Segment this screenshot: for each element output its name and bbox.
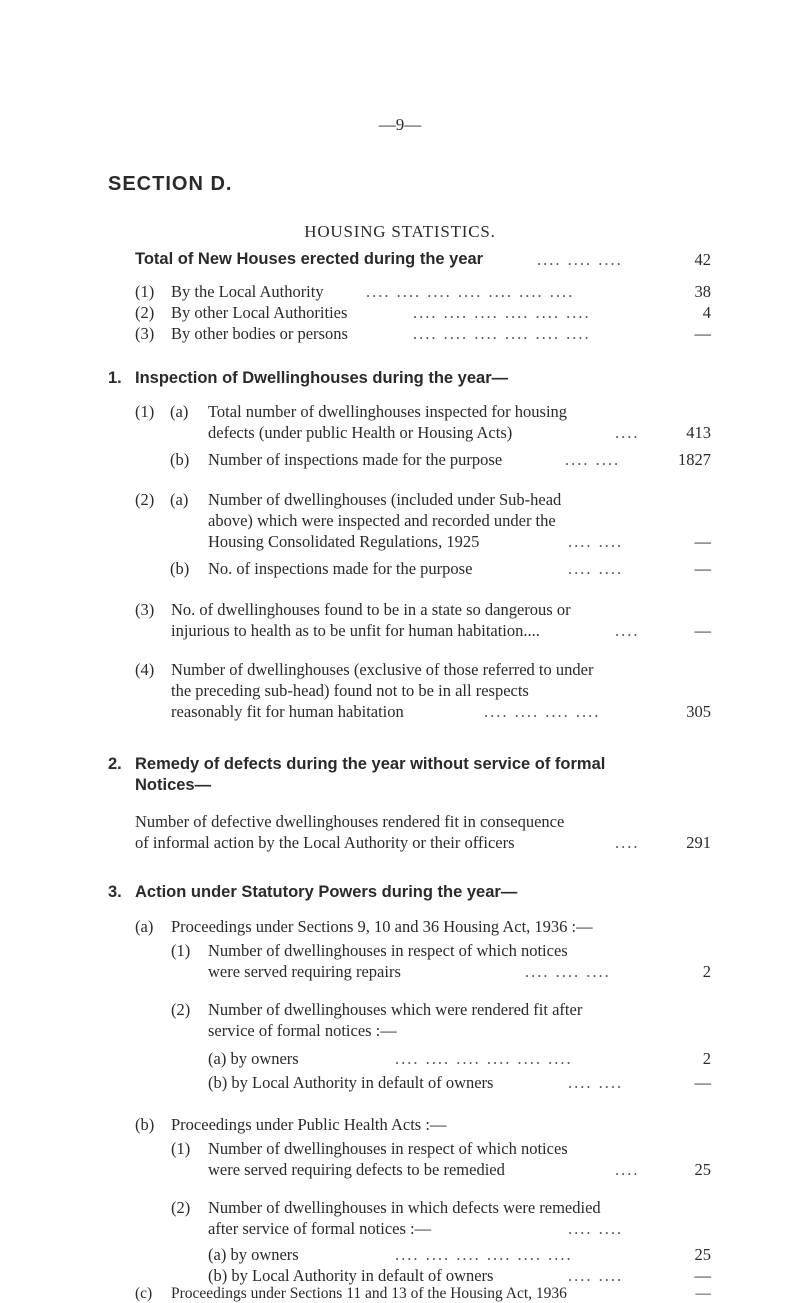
page-number: —9— [378,115,422,134]
leader-dots: .... .... .... .... .... .... [395,1049,573,1068]
item-value: — [694,1266,711,1285]
item-value: 25 [694,1245,711,1264]
list-subindex: (b) [170,450,190,469]
list-index: (1) [135,402,155,421]
item-text: after service of formal notices :— [208,1219,432,1238]
item-text: of informal action by the Local Authority or their officers [135,833,515,852]
item-value: — [695,1285,711,1302]
list-item-value: 4 [702,303,711,322]
list-index: (3) [135,600,155,619]
new-houses-title: Total of New Houses erected during the year [135,250,484,268]
item-text: Number of inspections made for the purpose [208,450,503,469]
new-houses-total: 42 [694,250,711,269]
list-item-value: — [694,324,711,343]
page-heading: HOUSING STATISTICS. [304,222,496,241]
leader-dots: .... .... [568,559,624,578]
list-index: (2) [135,490,155,509]
list-subindex: (b) [170,559,190,578]
item-text: reasonably fit for human habitation [171,702,404,721]
list-index: (2) [135,303,155,322]
list-index: (3) [135,324,155,343]
item-value: — [694,559,711,578]
section-number: 1. [108,369,122,387]
item-text: Number of dwellinghouses in respect of which notices [208,1139,568,1158]
item-text: the preceding sub-head) found not to be in all respects [171,681,529,700]
leader-dots: .... [615,1160,640,1179]
item-text: Proceedings under Sections 11 and 13 of the Housing Act, 1936 [171,1285,567,1302]
item-value: 305 [686,702,711,721]
leader-dots: .... .... .... .... .... .... [413,324,591,343]
leader-dots: .... .... .... .... .... .... [413,303,591,322]
list-item-text: By other bodies or persons [171,324,348,343]
list-index: (1) [135,282,155,301]
list-index: (a) [135,917,154,936]
section-number: 2. [108,755,122,773]
item-text: No. of dwellinghouses found to be in a state so dangerous or [171,600,571,619]
list-item-text: By other Local Authorities [171,303,348,322]
item-text: Proceedings under Sections 9, 10 and 36 Housing Act, 1936 :— [171,917,593,936]
leader-dots: .... .... .... .... .... .... [395,1245,573,1264]
item-text: Housing Consolidated Regulations, 1925 [208,532,480,551]
item-text: (a) by owners [208,1245,299,1264]
item-text: injurious to health as to be unfit for human habitation.... [171,621,540,640]
item-text: Number of dwellinghouses (included under Sub-head [208,490,562,509]
item-text: above) which were inspected and recorded under the [208,511,556,530]
section-1-title: Inspection of Dwellinghouses during the year— [135,369,509,387]
leader-dots: .... .... .... [525,962,611,981]
item-text: were served requiring repairs [208,962,401,981]
item-text: (a) by owners [208,1049,299,1068]
item-text: No. of inspections made for the purpose [208,559,473,578]
leader-dots: .... [615,833,640,852]
list-index: (c) [135,1285,153,1302]
item-text: (b) by Local Authority in default of owners [208,1073,494,1092]
item-text: (b) by Local Authority in default of owners [208,1266,494,1285]
item-value: — [694,532,711,551]
list-subindex: (1) [171,941,191,960]
item-value: 2 [702,1049,711,1068]
section-number: 3. [108,883,122,901]
item-text: Number of dwellinghouses in which defects were remedied [208,1198,601,1217]
item-value: 413 [686,423,711,442]
item-value: 2 [702,962,711,981]
item-value: 1827 [678,450,711,469]
leader-dots: .... .... .... .... .... .... .... [366,282,575,301]
section-2-title-cont: Notices— [135,776,212,794]
leader-dots: .... .... [568,1219,624,1238]
item-value: — [694,621,711,640]
section-3-title: Action under Statutory Powers during the year— [135,883,518,901]
item-value: 291 [686,833,711,852]
leader-dots: .... .... .... [537,250,623,269]
leader-dots: .... [615,423,640,442]
list-item-value: 38 [694,282,711,301]
list-subindex: (1) [171,1139,191,1158]
list-index: (b) [135,1115,155,1134]
item-text: Number of dwellinghouses which were rendered fit after [208,1000,583,1019]
leader-dots: .... .... [568,1266,624,1285]
leader-dots: .... .... .... .... [484,702,601,721]
item-text: Number of defective dwellinghouses rendered fit in consequence [135,812,565,831]
list-subindex: (a) [170,490,189,509]
item-value: 25 [694,1160,711,1179]
item-text: service of formal notices :— [208,1021,397,1040]
item-text: Proceedings under Public Health Acts :— [171,1115,447,1134]
item-text: defects (under public Health or Housing Acts) [208,423,513,442]
section-title: SECTION D. [108,173,233,195]
leader-dots: .... .... [568,1073,624,1092]
section-2-title: Remedy of defects during the year without service of formal [135,755,606,773]
list-subindex: (2) [171,1000,191,1019]
leader-dots: .... .... [568,532,624,551]
list-subindex: (a) [170,402,189,421]
item-text: Total number of dwellinghouses inspected for housing [208,402,568,421]
leader-dots: .... [615,621,640,640]
leader-dots: .... .... [565,450,621,469]
item-text: Number of dwellinghouses in respect of which notices [208,941,568,960]
list-subindex: (2) [171,1198,191,1217]
item-text: Number of dwellinghouses (exclusive of those referred to under [171,660,594,679]
item-value: — [694,1073,711,1092]
list-item-text: By the Local Authority [171,282,324,301]
item-text: were served requiring defects to be remedied [208,1160,505,1179]
list-index: (4) [135,660,155,679]
